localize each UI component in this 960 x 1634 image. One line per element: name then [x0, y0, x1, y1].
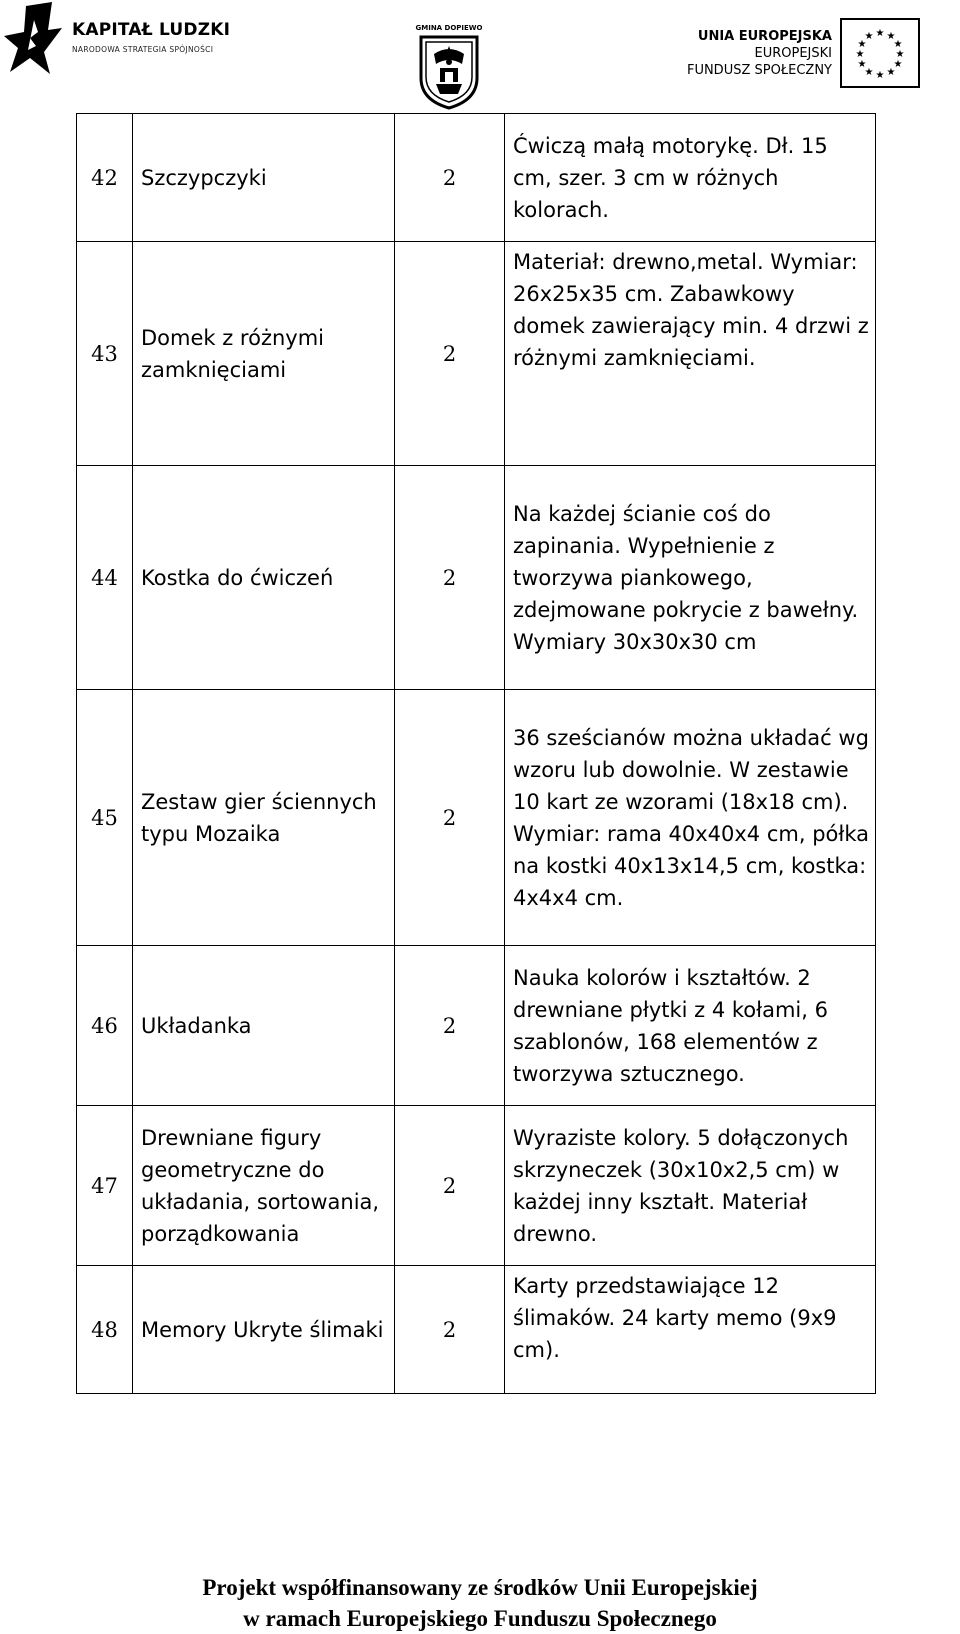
- item-quantity: 2: [395, 690, 505, 946]
- item-name: Szczypczyki: [133, 114, 395, 242]
- svg-text:★: ★: [875, 28, 885, 39]
- row-number: 43: [77, 242, 133, 466]
- item-description: Na każdej ścianie coś do zapinania. Wypełnienie z tworzywa piankowego, zdejmowane pokrycie z bawełny. Wymiary 30x30x30 cm: [505, 466, 876, 690]
- footer-line2: w ramach Europejskiego Funduszu Społecznego: [243, 1606, 717, 1631]
- item-name: Kostka do ćwiczeń: [133, 466, 395, 690]
- eu-logo-line3: FUNDUSZ SPOŁECZNY: [686, 63, 832, 78]
- svg-text:★: ★: [886, 67, 896, 78]
- footer-line1: Projekt współfinansowany ze środków Unii Europejskiej: [202, 1575, 758, 1600]
- kapital-ludzki-logo-icon: [4, 2, 64, 74]
- table-row: [77, 1266, 876, 1394]
- item-name: Memory Ukryte ślimaki: [133, 1266, 395, 1394]
- eu-logo-line1: UNIA EUROPEJSKA: [697, 29, 832, 44]
- item-description: Ćwiczą małą motorykę. Dł. 15 cm, szer. 3 cm w różnych kolorach.: [505, 114, 876, 242]
- item-name: Zestaw gier ściennych typu Mozaika: [133, 690, 395, 946]
- item-quantity: 2: [395, 1266, 505, 1394]
- gmina-label: GMINA DOPIEWO: [415, 24, 483, 32]
- item-name: Drewniane figury geometryczne do układania, sortowania, porządkowania: [133, 1106, 395, 1266]
- item-quantity: 2: [395, 114, 505, 242]
- svg-text:★: ★: [886, 31, 896, 42]
- item-description: Karty przedstawiające 12 ślimaków. 24 karty memo (9x9 cm).: [505, 1266, 876, 1394]
- table-row: [77, 946, 876, 1106]
- row-number: 42: [77, 114, 133, 242]
- item-description: Nauka kolorów i kształtów. 2 drewniane płytki z 4 kołami, 6 szablonów, 168 elementów z tworzywa sztucznego.: [505, 946, 876, 1106]
- table-row: [77, 242, 876, 466]
- row-number: 48: [77, 1266, 133, 1394]
- svg-text:★: ★: [895, 49, 905, 60]
- table-row: [77, 1106, 876, 1266]
- svg-text:★: ★: [864, 67, 874, 78]
- coat-of-arms-icon: [418, 34, 480, 110]
- logo-left-title: KAPITAŁ LUDZKI: [72, 20, 231, 40]
- table-row: [77, 690, 876, 946]
- item-description: 36 sześcianów można układać wg wzoru lub dowolnie. W zestawie 10 kart ze wzorami (18x18 cm). Wymiar: rama 40x40x4 cm, półka na kostki 40x13x14,5 cm, kostka: 4x4x4 cm.: [505, 690, 876, 946]
- gmina-logo: [412, 18, 486, 112]
- item-name: Układanka: [133, 946, 395, 1106]
- eu-flag-icon: [840, 18, 920, 88]
- item-quantity: 2: [395, 946, 505, 1106]
- item-description: Wyraziste kolory. 5 dołączonych skrzyneczek (30x10x2,5 cm) w każdej inny kształt. Materiał drewno.: [505, 1106, 876, 1266]
- eu-logo-line2: EUROPEJSKI: [754, 46, 832, 61]
- eu-logo: [688, 16, 960, 90]
- svg-text:★: ★: [855, 49, 865, 60]
- item-name: Domek z różnymi zamknięciami: [133, 242, 395, 466]
- item-description: Materiał: drewno,metal. Wymiar: 26x25x35 cm. Zabawkowy domek zawierający min. 4 drzwi z różnymi zamknięciami.: [505, 242, 876, 466]
- item-quantity: 2: [395, 466, 505, 690]
- row-number: 45: [77, 690, 133, 946]
- logo-left-subtitle: NARODOWA STRATEGIA SPÓJNOŚCI: [72, 45, 214, 54]
- svg-text:★: ★: [893, 59, 903, 70]
- row-number: 44: [77, 466, 133, 690]
- svg-text:★: ★: [893, 39, 903, 50]
- table-row: [77, 114, 876, 242]
- footer: [0, 1572, 960, 1634]
- row-number: 47: [77, 1106, 133, 1266]
- equipment-table: [76, 113, 876, 1394]
- kapital-ludzki-logo: [4, 0, 244, 80]
- svg-text:★: ★: [857, 59, 867, 70]
- eu-logo-text: [687, 28, 832, 79]
- svg-text:★: ★: [875, 70, 885, 81]
- item-quantity: 2: [395, 242, 505, 466]
- svg-text:★: ★: [857, 39, 867, 50]
- item-quantity: 2: [395, 1106, 505, 1266]
- svg-text:★: ★: [864, 31, 874, 42]
- row-number: 46: [77, 946, 133, 1106]
- table-row: [77, 466, 876, 690]
